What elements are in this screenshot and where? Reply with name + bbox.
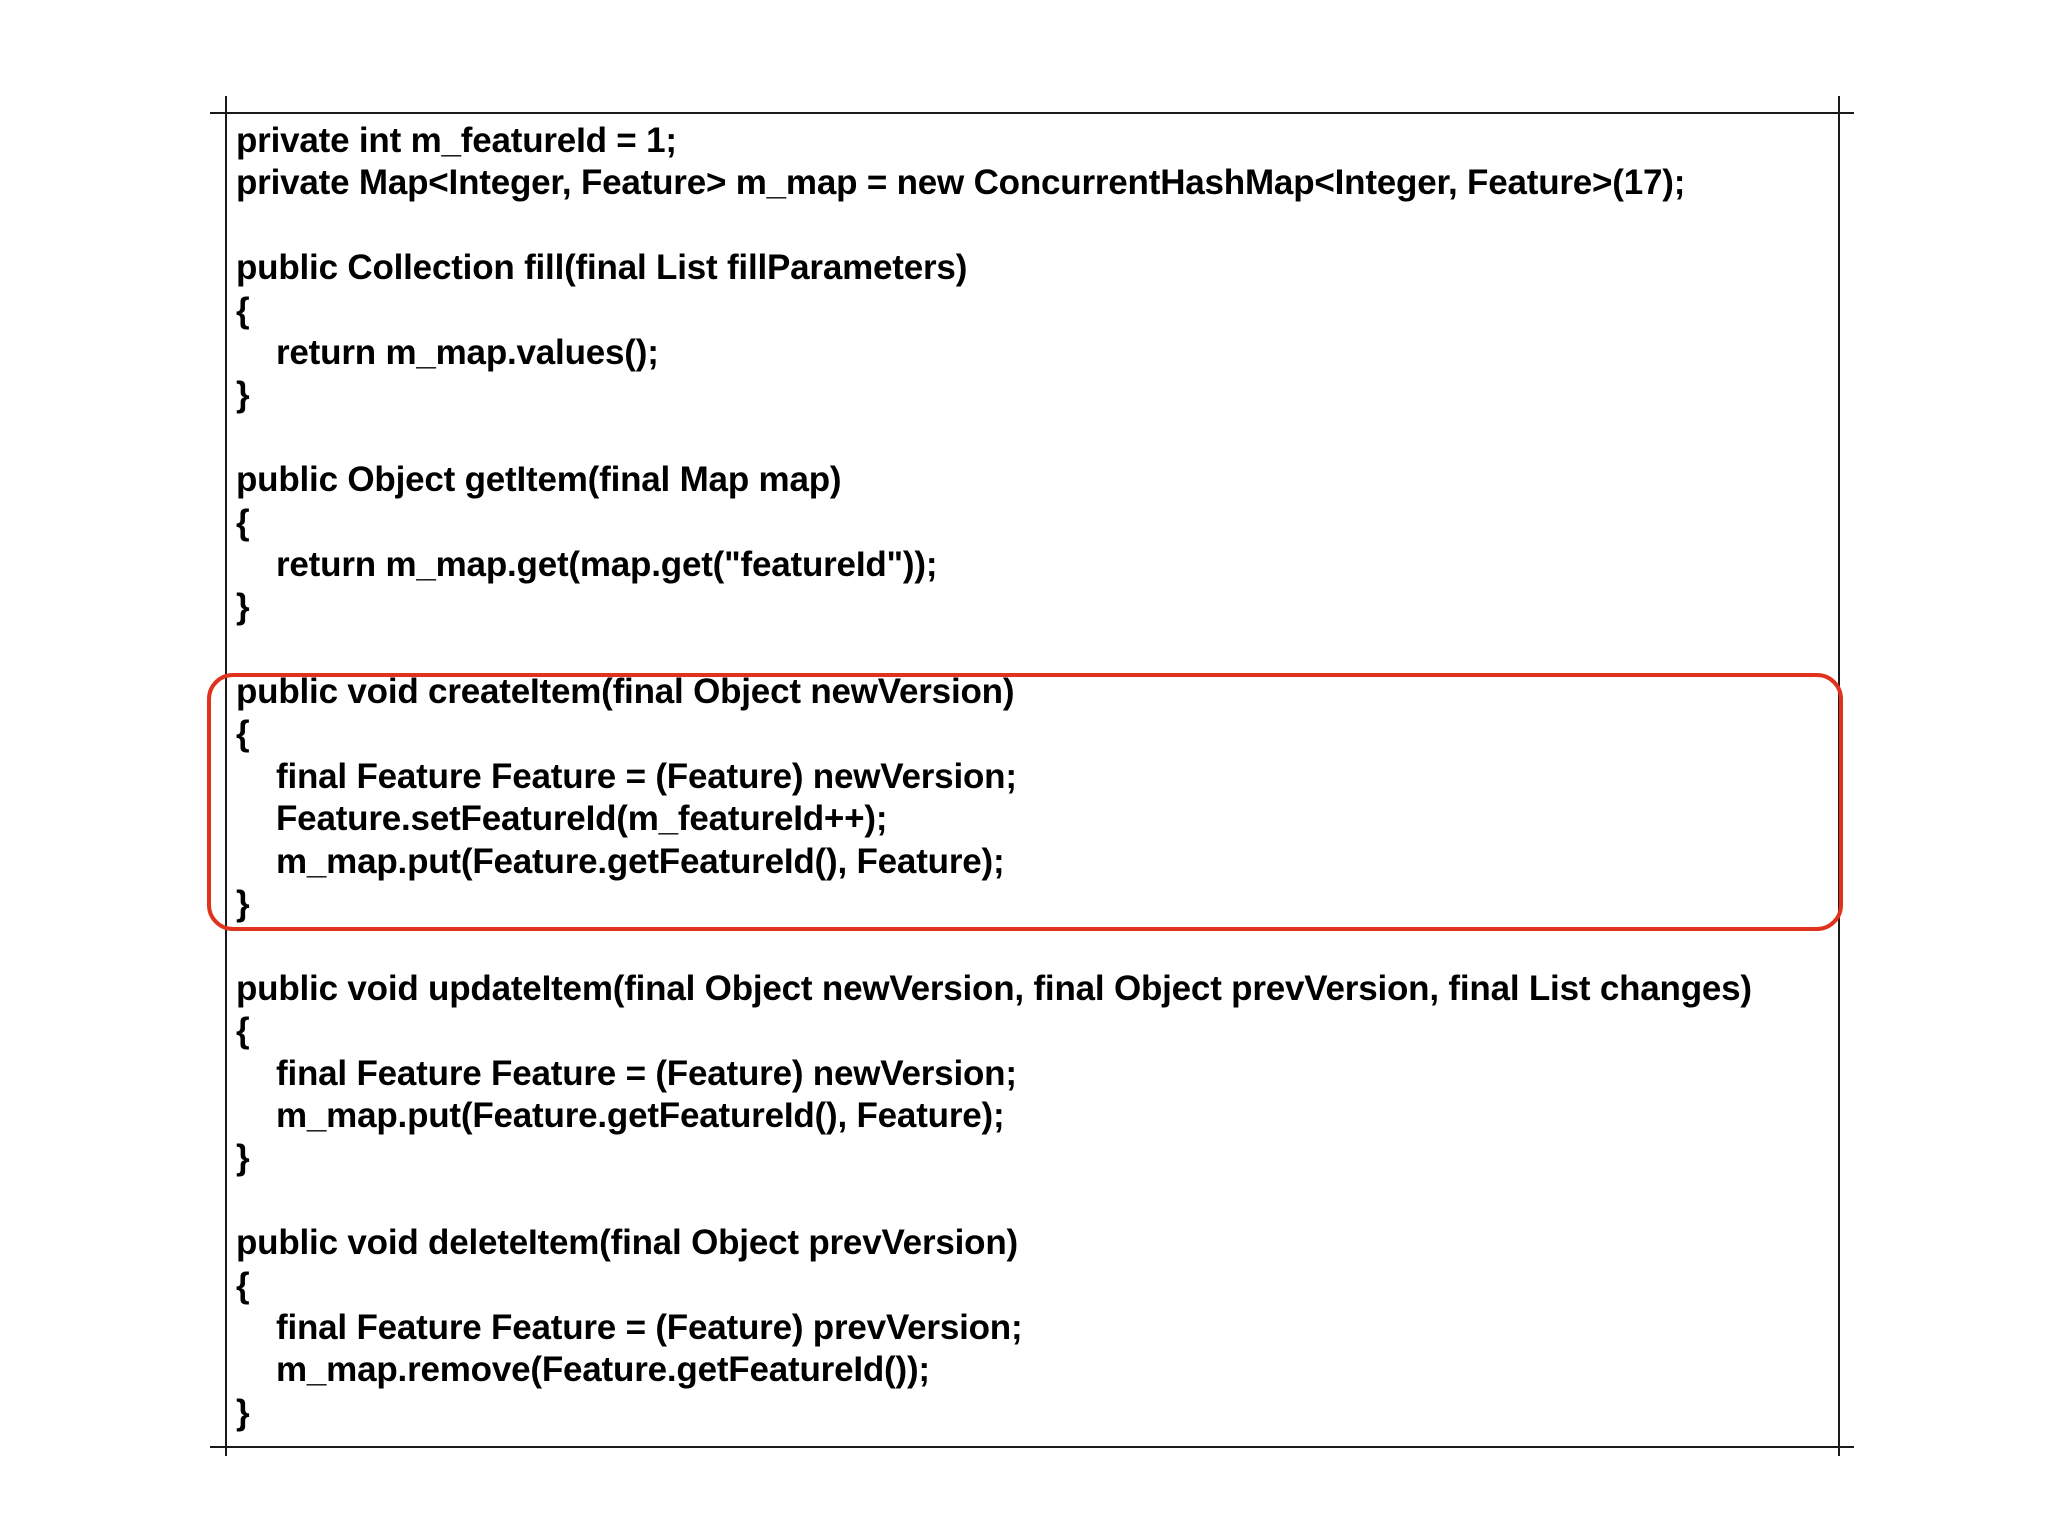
code-line: } [236, 587, 250, 627]
code-line: public void deleteItem(final Object prevVersion) [236, 1223, 1018, 1263]
code-line: final Feature Feature = (Feature) prevVersion; [276, 1307, 1023, 1347]
code-line: private int m_featureId = 1; [236, 121, 677, 160]
code-line: return m_map.values(); [276, 332, 659, 372]
code-line: public Object getItem(final Map map) [236, 460, 842, 500]
code-line: { [236, 1011, 250, 1051]
code-line: } [236, 375, 250, 415]
code-line: public void createItem(final Object newVersion) [236, 672, 1015, 712]
code-line: } [236, 884, 250, 924]
code-blank-line [236, 205, 1836, 247]
code-line: m_map.put(Feature.getFeatureId(), Feature); [276, 1095, 1005, 1135]
code-line: Feature.setFeatureId(m_featureId++); [276, 799, 888, 839]
code-line: { [236, 714, 250, 754]
frame-bottom-line [210, 1446, 1854, 1448]
code-line: m_map.remove(Feature.getFeatureId()); [276, 1350, 930, 1390]
create-item-highlight-box [207, 673, 1843, 931]
code-blank-line [236, 925, 1836, 967]
code-line: { [236, 502, 250, 542]
code-line: } [236, 1138, 250, 1178]
code-line: public void updateItem(final Object newVersion, final Object prevVersion, final List changes) [236, 968, 1752, 1008]
code-line: m_map.put(Feature.getFeatureId(), Feature); [276, 841, 1005, 881]
code-line: private Map<Integer, Feature> m_map = new ConcurrentHashMap<Integer, Feature>(17); [236, 163, 1686, 203]
code-line: { [236, 290, 250, 330]
code-blank-line [236, 417, 1836, 459]
code-line: final Feature Feature = (Feature) newVersion; [276, 1053, 1017, 1093]
code-line: return m_map.get(map.get("featureId")); [276, 544, 938, 584]
code-line: public Collection fill(final List fillParameters) [236, 248, 968, 288]
code-line: { [236, 1265, 250, 1305]
code-line: final Feature Feature = (Feature) newVersion; [276, 756, 1017, 796]
code-blank-line [236, 1180, 1836, 1222]
code-line: } [236, 1392, 250, 1432]
frame-top-line [210, 112, 1854, 114]
code-blank-line [236, 629, 1836, 671]
